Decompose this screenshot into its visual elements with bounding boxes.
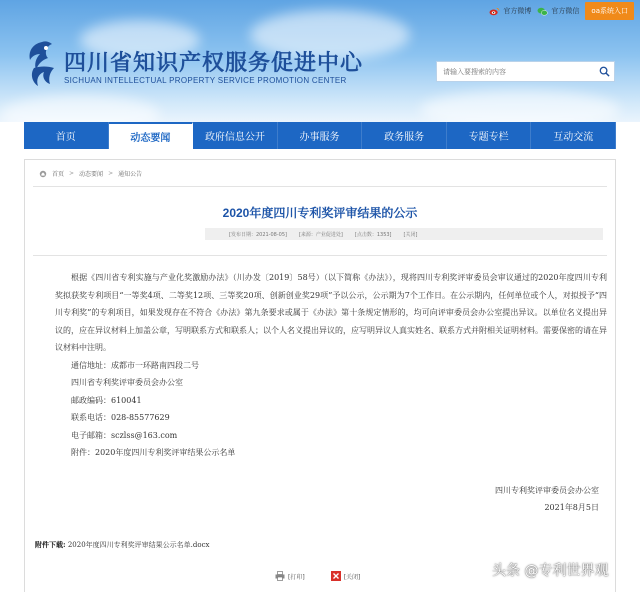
search-icon (599, 66, 610, 77)
printer-icon (275, 571, 285, 581)
article-paragraph: 根据《四川省专利实施与产业化奖激励办法》（川办发〔2019〕58号）（以下简称《办法》），现将四川专利奖评审委员会审议通过的2020年度四川专利奖拟获奖专利项目“一等奖4项、二等奖12项、三等奖20项、创新创业奖29项”予以公示，公示期为7个工作日。在公示期内，任何单位或个人，对拟授予“四川专利奖”的专利项目，如果发现存在不符合《办法》第九条要求或属于《办法》第十条规定情形的，均可向评审委员会办公室提出异议。以单位名义提出异议的，应在异议材料上加盖公章，写明联系方式和联系人；以个人名义提出异议的，应写明异议人真实姓名、联系方式并附相关证明材料。需要保密的请在异议材料中注明。 (55, 273, 607, 352)
nav-topics[interactable]: 专题专栏 (447, 122, 532, 149)
nav-news[interactable]: 动态要闻 (109, 122, 194, 149)
breadcrumb-home[interactable]: 首页 (52, 171, 65, 178)
search-box (436, 61, 615, 82)
article-body (55, 269, 607, 517)
contact-postcode: 邮政编码：610041 (71, 395, 142, 405)
click-count: [点击数：1353] (354, 231, 392, 238)
main-nav (24, 122, 616, 149)
home-icon (39, 170, 47, 178)
article-meta (205, 228, 603, 240)
site-subtitle: SICHUAN INTELLECTUAL PROPERTY SERVICE PROMOTION CENTER (64, 76, 347, 85)
weibo-icon (489, 7, 500, 16)
contact-phone: 联系电话：028-85577629 (71, 413, 170, 422)
divider (33, 255, 607, 256)
nav-home[interactable]: 首页 (24, 122, 109, 149)
contact-address: 通信地址：成都市一环路南四段二号 (71, 360, 199, 370)
attachment-label: 附件下载: (35, 540, 66, 549)
article-title: 2020年度四川专利奖评审结果的公示 (222, 206, 418, 220)
breadcrumb-notices[interactable]: 通知公告 (118, 171, 143, 178)
top-links-bar (489, 2, 634, 20)
meta-close-link[interactable]: [关闭] (403, 231, 418, 238)
close-button[interactable] (331, 571, 361, 581)
wechat-link[interactable] (537, 6, 579, 16)
site-title: 四川省知识产权服务促进中心 (64, 50, 364, 75)
contact-email: 电子邮箱：sczlss@163.com (71, 430, 178, 440)
nav-gov-info[interactable]: 政府信息公开 (193, 122, 278, 149)
attachment-note: 附件：2020年度四川专利奖评审结果公示名单 (71, 448, 236, 457)
site-header (0, 0, 640, 122)
breadcrumb-separator: > (69, 170, 75, 177)
search-button[interactable] (594, 62, 614, 82)
article-actions (275, 571, 360, 581)
sign-date: 2021年8月5日 (544, 503, 599, 512)
wechat-icon (537, 7, 548, 16)
logo-icon (24, 38, 58, 88)
oa-entry-button[interactable]: oa系统入口 (585, 2, 634, 20)
attachment-download (35, 540, 209, 550)
watermark: 头条 @专利世界观 (492, 563, 609, 579)
nav-gov-services[interactable]: 政务服务 (362, 122, 447, 149)
close-label: [关闭] (343, 573, 361, 581)
article-source: [来源：产业促进处] (298, 231, 343, 238)
search-input[interactable] (437, 62, 594, 81)
divider (33, 186, 607, 187)
wechat-label: 官方微信 (551, 7, 580, 15)
contact-office: 四川省专利奖评审委员会办公室 (71, 378, 183, 387)
publish-date: [发布日期：2021-08-05] (229, 231, 287, 238)
breadcrumb-separator: > (108, 170, 114, 177)
weibo-link[interactable] (489, 6, 531, 16)
weibo-label: 官方微博 (503, 7, 532, 15)
attachment-file-link[interactable]: 2020年度四川专利奖评审结果公示名单.docx (67, 541, 210, 549)
nav-services[interactable]: 办事服务 (278, 122, 363, 149)
nav-interaction[interactable]: 互动交流 (531, 122, 616, 149)
breadcrumb (39, 169, 142, 178)
print-button[interactable] (275, 571, 305, 581)
close-icon (331, 571, 341, 581)
signature: 四川专利奖评审委员会办公室 (495, 485, 599, 495)
breadcrumb-news[interactable]: 动态要闻 (79, 171, 104, 178)
article-panel (24, 159, 616, 592)
print-label: [打印] (288, 573, 305, 581)
